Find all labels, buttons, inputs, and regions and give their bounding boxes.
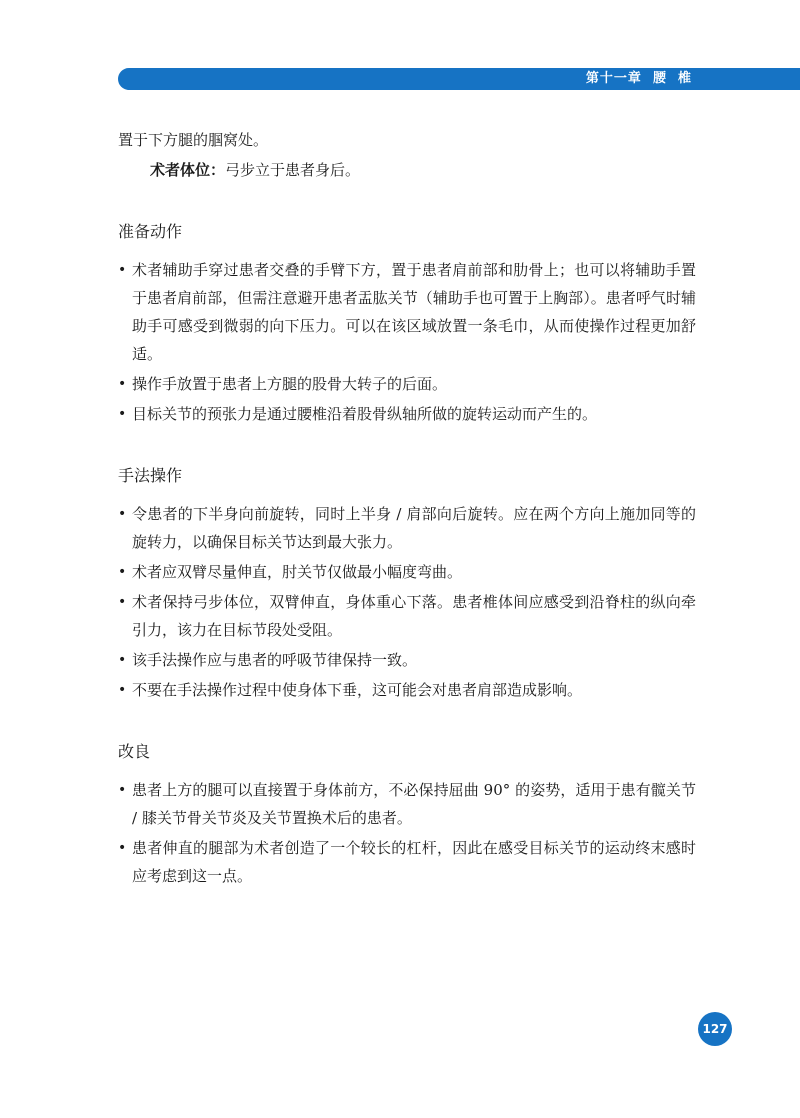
list-item-text: 术者应双臂尽量伸直，肘关节仅做最小幅度弯曲。 [132,563,463,581]
list-item [118,776,696,832]
section-heading-technique: 手法操作 [118,466,183,485]
list-item [118,676,696,704]
practitioner-position [118,156,696,184]
bullet-marker: • [118,840,127,856]
bullet-marker: • [118,682,127,698]
bullet-marker: • [118,652,127,668]
bullet-marker: • [118,376,127,392]
list-item-text: 目标关节的预张力是通过腰椎沿着股骨纵轴所做的旋转运动而产生的。 [132,405,598,423]
list-item-text: 操作手放置于患者上方腿的股骨大转子的后面。 [132,375,448,393]
modification-list [118,776,696,890]
list-item-text: 术者保持弓步体位，双臂伸直，身体重心下落。患者椎体间应感受到沿脊柱的纵向牵引力，该力在目标节段处受阻。 [132,593,696,639]
list-item [118,834,696,890]
list-item-text: 该手法操作应与患者的呼吸节律保持一致。 [132,651,418,669]
list-item-text: 不要在手法操作过程中使身体下垂，这可能会对患者肩部造成影响。 [132,681,583,699]
bullet-marker: • [118,506,127,522]
list-item [118,646,696,674]
bullet-marker: • [118,564,127,580]
bullet-marker: • [118,406,127,422]
page-number-badge: 127 [698,1012,732,1046]
list-item [118,400,696,428]
technique-list [118,500,696,704]
chapter-title: 第十一章 腰 椎 [585,71,692,86]
bullet-marker: • [118,262,127,278]
list-item-text: 患者伸直的腿部为术者创造了一个较长的杠杆，因此在感受目标关节的运动终末感时应考虑到这一点。 [132,839,696,885]
section-heading-modification: 改良 [118,742,151,761]
preparation-list [118,256,696,428]
practitioner-position-text: 弓步立于患者身后。 [225,161,361,179]
section-heading-preparation: 准备动作 [118,222,183,241]
intro-line: 置于下方腿的腘窝处。 [118,131,269,149]
list-item [118,370,696,398]
bullet-marker: • [118,594,127,610]
list-item-text: 令患者的下半身向前旋转，同时上半身 / 肩部向后旋转。应在两个方向上施加同等的旋转力，以确保目标关节达到最大张力。 [132,505,696,551]
bullet-marker: • [118,782,127,798]
list-item [118,256,696,368]
chapter-header-band [118,68,800,90]
practitioner-position-label: 术者体位： [150,161,226,179]
list-item-text: 患者上方的腿可以直接置于身体前方，不必保持屈曲 90° 的姿势，适用于患有髋关节 / 膝关节骨关节炎及关节置换术后的患者。 [132,781,696,827]
list-item [118,588,696,644]
list-item [118,500,696,556]
list-item-text: 术者辅助手穿过患者交叠的手臂下方，置于患者肩前部和肋骨上；也可以将辅助手置于患者肩前部，但需注意避开患者盂肱关节（辅助手也可置于上胸部）。患者呼气时辅助手可感受到微弱的向下压力。可以在该区域放置一条毛巾，从而使操作过程更加舒适。 [132,261,696,363]
list-item [118,558,696,586]
page-content [118,126,696,892]
